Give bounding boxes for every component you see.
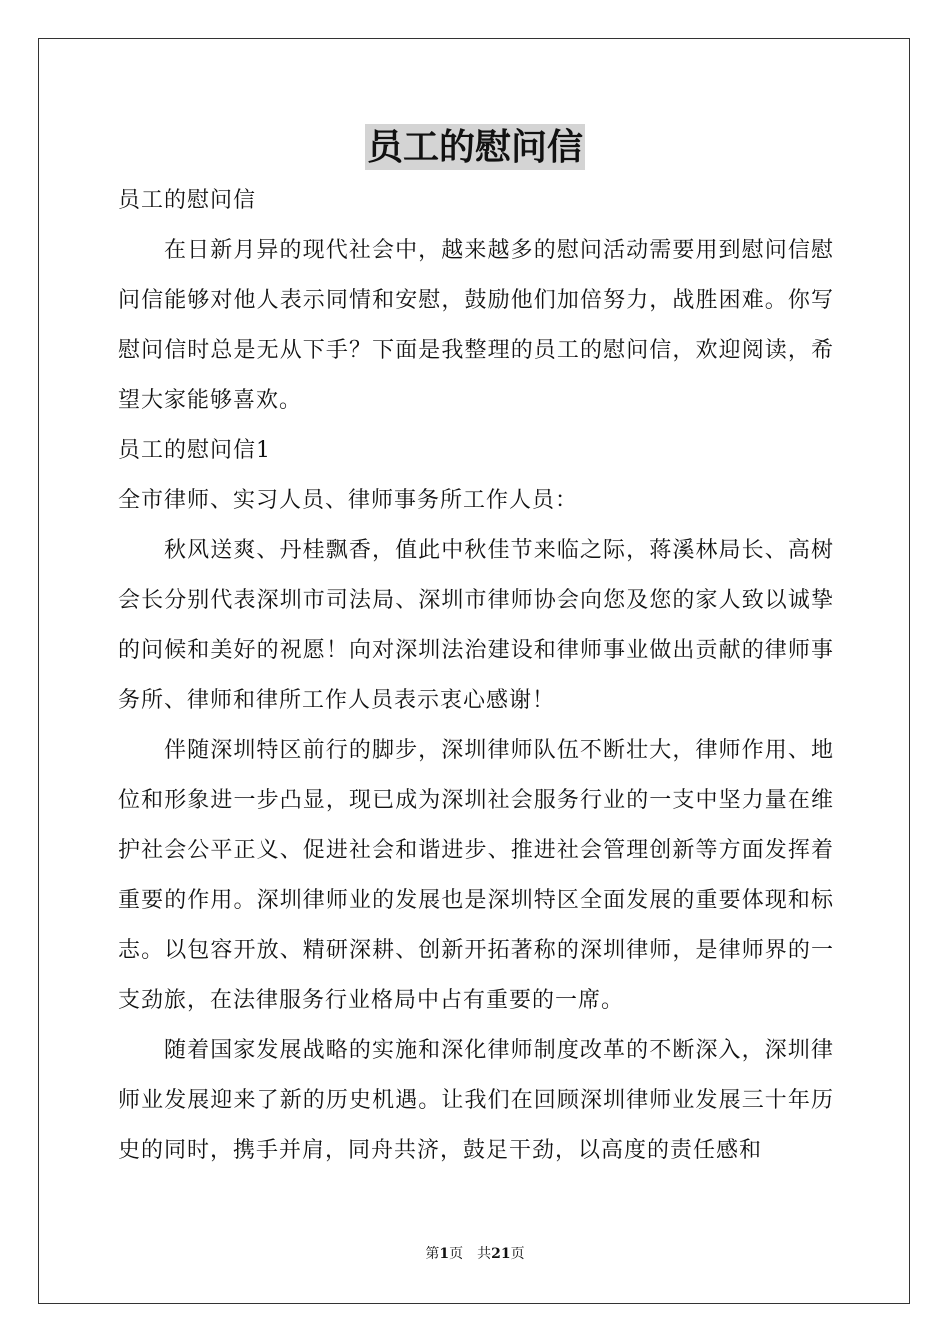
title-container — [0, 124, 950, 170]
body-paragraph: 秋风送爽、丹桂飘香，值此中秋佳节来临之际，蒋溪林局长、高树会长分别代表深圳市司法局、深圳市律师协会向您及您的家人致以诚挚的问候和美好的祝愿！向对深圳法治建设和律师事业做出贡献的律师事务所、律师和律所工作人员表示衷心感谢！ — [118, 538, 834, 713]
total-suffix: 页 — [510, 1246, 525, 1262]
page-suffix: 页 — [449, 1246, 464, 1262]
page-footer — [0, 1244, 950, 1264]
body-paragraph: 伴随深圳特区前行的脚步，深圳律师队伍不断壮大，律师作用、地位和形象进一步凸显，现已成为深圳社会服务行业的一支中坚力量在维护社会公平正义、促进社会和谐进步、推进社会管理创新等方面发挥着重要的作用。深圳律师业的发展也是深圳特区全面发展的重要体现和标志。以包容开放、精研深耕、创新开拓著称的深圳律师，是律师界的一支劲旅，在法律服务行业格局中占有重要的一席。 — [118, 738, 834, 1013]
total-prefix: 共 — [477, 1246, 492, 1262]
page-prefix: 第 — [425, 1246, 440, 1262]
document-body — [118, 176, 834, 1176]
section-heading: 员工的慰问信1 — [118, 438, 271, 463]
page-number: 1 — [439, 1246, 450, 1262]
body-paragraph: 随着国家发展战略的实施和深化律师制度改革的不断深入，深圳律师业发展迎来了新的历史机遇。让我们在回顾深圳律师业发展三十年历史的同时，携手并肩，同舟共济，鼓足干劲，以高度的责任感和 — [118, 1038, 834, 1163]
document-subtitle: 员工的慰问信 — [118, 188, 257, 213]
page-total: 21 — [491, 1246, 511, 1262]
salutation: 全市律师、实习人员、律师事务所工作人员： — [118, 488, 579, 513]
intro-paragraph: 在日新月异的现代社会中，越来越多的慰问活动需要用到慰问信慰问信能够对他人表示同情和安慰，鼓励他们加倍努力，战胜困难。你写慰问信时总是无从下手？下面是我整理的员工的慰问信，欢迎阅读，希望大家能够喜欢。 — [118, 238, 834, 413]
document-title: 员工的慰问信 — [366, 126, 583, 168]
